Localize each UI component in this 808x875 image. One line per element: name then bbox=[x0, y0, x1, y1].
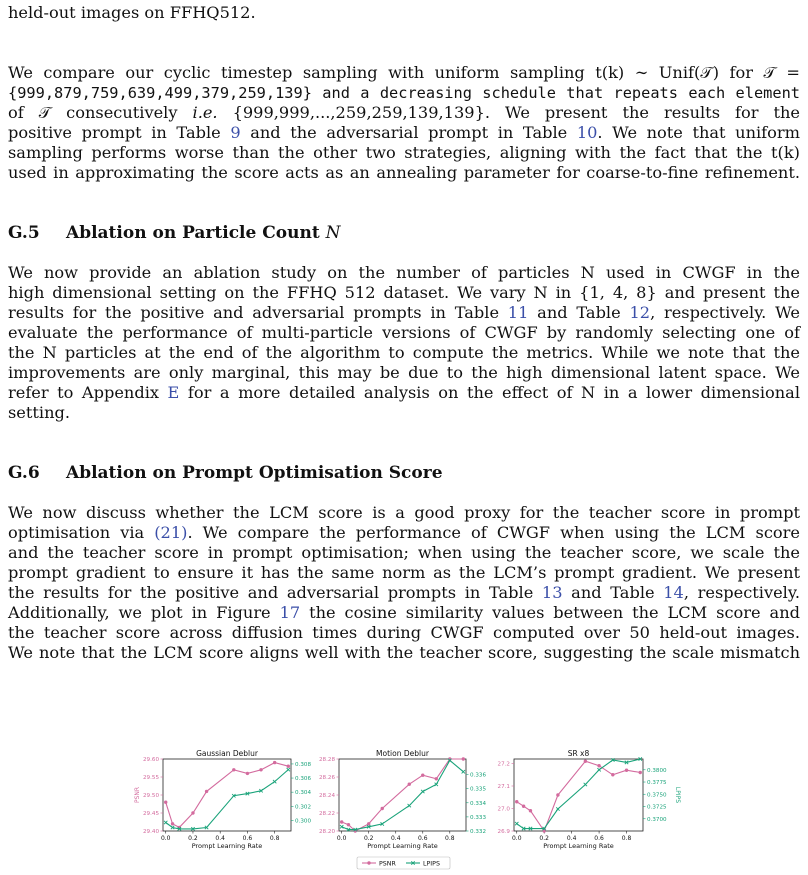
data-point-lpips bbox=[273, 780, 276, 783]
para1-line4: positive prompt in Table 9 and the adversarial prompt in Table 10. We note that uniform bbox=[8, 123, 800, 142]
data-point-psnr bbox=[171, 822, 174, 825]
y-right-tick-label: 0.3775 bbox=[647, 780, 667, 787]
y-left-tick-label: 28.22 bbox=[318, 811, 335, 817]
data-point-psnr bbox=[597, 764, 600, 767]
para2-line3: results for the positive and adversarial prompts in Table 11 and Table 12, respectively. We bbox=[8, 303, 800, 322]
table-10-link[interactable]: 10 bbox=[576, 123, 598, 142]
data-point-psnr bbox=[347, 823, 350, 826]
x-tick-label: 0.0 bbox=[336, 835, 347, 842]
y-right-tick-label: 0.3750 bbox=[647, 792, 667, 799]
paragraph-timestep-sampling: We compare our cyclic timestep sampling with uniform sampling t(k) ∼ Unif(𝒯) for 𝒯 = {999,879,759,639,499,379,259,139} and a decreasing schedule that repeats each element of 𝒯 consecutively i.e. {999,999,...,259,259,139,139}. We present the results for the positive prompt in Table 9 and the adversarial prompt in Table 10. We note that uniform sampling performs worse than the other two strategies, aligning with the fact that the t(k) used in approximating the score acts as an annealing parameter for coarse-to-fine refinement. bbox=[8, 63, 800, 182]
y-left-axis-label-0: PSNR bbox=[134, 786, 141, 804]
x-tick-label: 0.8 bbox=[269, 835, 280, 842]
x-tick-label: 0.2 bbox=[363, 835, 374, 842]
y-right-tick-label: 0.3700 bbox=[647, 816, 667, 823]
y-right-tick-label: 0.308 bbox=[295, 761, 312, 768]
y-right-tick-label: 0.302 bbox=[295, 804, 312, 811]
table-13-link[interactable]: 13 bbox=[541, 583, 563, 602]
data-point-lpips bbox=[164, 821, 167, 824]
data-point-psnr bbox=[515, 800, 518, 803]
chart-title-2: SR x8 bbox=[567, 749, 590, 758]
table-12-link[interactable]: 12 bbox=[629, 303, 651, 322]
data-point-lpips bbox=[556, 807, 559, 810]
chart-title-0: Gaussian Deblur bbox=[196, 749, 258, 758]
y-right-tick-label: 0.304 bbox=[295, 790, 312, 797]
data-point-lpips bbox=[408, 804, 411, 807]
appendix-e-link[interactable]: E bbox=[167, 383, 180, 402]
series-line-lpips-0 bbox=[166, 770, 289, 829]
data-point-lpips bbox=[515, 822, 518, 825]
data-point-lpips bbox=[287, 768, 290, 771]
series-line-psnr-0 bbox=[166, 763, 289, 828]
data-point-psnr bbox=[259, 768, 262, 771]
x-axis-label-2: Prompt Learning Rate bbox=[543, 842, 614, 850]
data-point-lpips bbox=[462, 770, 465, 773]
y-left-tick-label: 29.60 bbox=[142, 757, 159, 763]
x-tick-label: 0.2 bbox=[188, 835, 198, 842]
y-right-tick-label: 0.336 bbox=[470, 772, 487, 779]
data-point-psnr bbox=[164, 801, 167, 804]
para3-line5: the results for the positive and adversarial prompts in Table 13 and Table 14, respectively. bbox=[8, 583, 800, 602]
data-point-psnr bbox=[246, 772, 249, 775]
y-right-tick-label: 0.332 bbox=[470, 829, 487, 835]
chart-frame-0 bbox=[163, 759, 291, 831]
data-point-psnr bbox=[639, 771, 642, 774]
x-tick-label: 0.0 bbox=[160, 835, 171, 842]
paragraph-particle-count: We now provide an ablation study on the number of particles N used in CWGF in the high dimensional setting on the FFHQ 512 dataset. We vary N in {1, 4, 8} and present the results for the positive and adversarial prompts in Table 11 and Table 12, respectively. We evaluate the performance of multi-particle versions of CWGF by randomly selecting one of the N particles at the end of the algorithm to compute the metrics. While we note that the improvements are only marginal, this may be due to the high dimensional latent space. We refer to Appendix E for a more detailed analysis on the effect of N in a lower dimensional setting. bbox=[8, 263, 801, 422]
para3-line2: optimisation via (21). We compare the performance of CWGF when using the LCM score bbox=[8, 523, 800, 542]
data-point-psnr bbox=[435, 777, 438, 780]
figure-prompt-learning-rate bbox=[0, 742, 808, 871]
x-tick-label: 0.4 bbox=[390, 835, 401, 842]
equation-21-link[interactable]: (21) bbox=[154, 523, 188, 542]
para3-line6: Additionally, we plot in Figure 17 the cosine similarity values between the LCM score and bbox=[8, 603, 800, 622]
data-point-psnr bbox=[287, 765, 290, 768]
table-9-link[interactable]: 9 bbox=[230, 123, 241, 142]
y-left-tick-label: 29.55 bbox=[142, 775, 159, 781]
x-tick-label: 0.6 bbox=[594, 835, 604, 842]
x-tick-label: 0.6 bbox=[242, 835, 253, 842]
y-left-tick-label: 28.24 bbox=[318, 793, 335, 799]
data-point-psnr bbox=[421, 774, 424, 777]
y-left-tick-label: 29.50 bbox=[142, 793, 159, 799]
x-tick-label: 0.6 bbox=[417, 835, 428, 842]
y-left-tick-label: 29.45 bbox=[142, 811, 159, 817]
paragraph-prompt-score: We now discuss whether the LCM score is a good proxy for the teacher score in prompt optimisation via (21). We compare the performance of CWGF when using the LCM score and the teacher score in prompt optimisation; when using the teacher score, we scale the prompt gradient to ensure it has the same norm as the LCM’s prompt gradient. We present the results for the positive and adversarial prompts in Table 13 and Table 14, respectively. Additionally, we plot in Figure 17 the cosine similarity values between the LCM score and the teacher score across diffusion times during CWGF computed over 50 held-out images. We note that the LCM score aligns well with the teacher score, suggesting the scale mismatch bbox=[8, 503, 800, 662]
series-line-lpips-1 bbox=[342, 760, 464, 829]
figure-17-link[interactable]: 17 bbox=[279, 603, 301, 622]
x-tick-label: 0.8 bbox=[621, 835, 632, 842]
chart-title-1: Motion Deblur bbox=[376, 749, 429, 758]
data-point-lpips bbox=[584, 783, 587, 786]
data-point-psnr bbox=[529, 809, 532, 812]
table-11-link[interactable]: 11 bbox=[507, 303, 529, 322]
y-left-tick-label: 28.28 bbox=[318, 757, 335, 763]
x-tick-label: 0.2 bbox=[539, 835, 549, 842]
section-heading-g6: G.6 Ablation on Prompt Optimisation Score bbox=[8, 463, 443, 483]
y-right-tick-label: 0.3725 bbox=[647, 804, 667, 811]
y-right-tick-label: 0.3800 bbox=[647, 767, 667, 774]
y-left-tick-label: 27.2 bbox=[497, 761, 510, 768]
y-left-tick-label: 29.40 bbox=[142, 829, 159, 835]
data-point-psnr bbox=[381, 807, 384, 810]
data-point-psnr bbox=[232, 768, 235, 771]
y-left-tick-label: 27.1 bbox=[497, 784, 510, 790]
x-tick-label: 0.8 bbox=[445, 835, 455, 842]
y-left-tick-label: 27.0 bbox=[497, 806, 510, 813]
x-axis-label-0: Prompt Learning Rate bbox=[191, 842, 263, 850]
data-point-psnr bbox=[340, 820, 343, 823]
data-point-psnr bbox=[522, 805, 525, 808]
data-point-psnr bbox=[191, 811, 194, 814]
data-point-psnr bbox=[625, 769, 628, 772]
y-right-axis-label-2: LPIPS bbox=[674, 786, 681, 804]
legend-psnr-label: PSNR bbox=[379, 860, 396, 868]
para1-line3: of 𝒯 consecutively i.e. {999,999,...,259,259,139,139}. We present the results for the bbox=[8, 103, 800, 122]
y-right-tick-label: 0.334 bbox=[470, 800, 487, 807]
data-point-psnr bbox=[584, 760, 587, 763]
y-left-tick-label: 28.20 bbox=[318, 829, 335, 835]
data-point-psnr bbox=[462, 757, 465, 760]
data-point-psnr bbox=[205, 790, 208, 793]
y-right-tick-label: 0.306 bbox=[295, 776, 312, 783]
top-line: held-out images on FFHQ512. bbox=[8, 3, 256, 22]
figure-svg bbox=[0, 742, 808, 871]
x-tick-label: 0.0 bbox=[511, 835, 522, 842]
chart-frame-1 bbox=[339, 759, 466, 831]
data-point-psnr bbox=[611, 773, 614, 776]
section-heading-g5: G.5 Ablation on Particle Count N bbox=[8, 223, 341, 243]
y-left-tick-label: 28.26 bbox=[318, 775, 335, 781]
series-line-psnr-2 bbox=[517, 761, 641, 831]
data-point-psnr bbox=[408, 783, 411, 786]
x-tick-label: 0.4 bbox=[566, 835, 577, 842]
y-right-tick-label: 0.300 bbox=[295, 818, 312, 825]
data-point-psnr bbox=[556, 793, 559, 796]
legend-lpips-label: LPIPS bbox=[423, 860, 440, 868]
para2-line7: refer to Appendix E for a more detailed analysis on the effect of N in a lower dimensional bbox=[8, 383, 801, 402]
data-point-psnr bbox=[273, 761, 276, 764]
x-tick-label: 0.4 bbox=[215, 835, 225, 842]
data-point-lpips bbox=[435, 783, 438, 786]
table-14-link[interactable]: 14 bbox=[663, 583, 684, 602]
legend-psnr-marker bbox=[367, 861, 370, 864]
y-left-tick-label: 26.9 bbox=[497, 829, 510, 835]
data-point-lpips bbox=[597, 768, 600, 771]
y-right-tick-label: 0.335 bbox=[470, 786, 487, 793]
x-axis-label-1: Prompt Learning Rate bbox=[367, 842, 438, 850]
y-right-tick-label: 0.333 bbox=[470, 814, 487, 821]
